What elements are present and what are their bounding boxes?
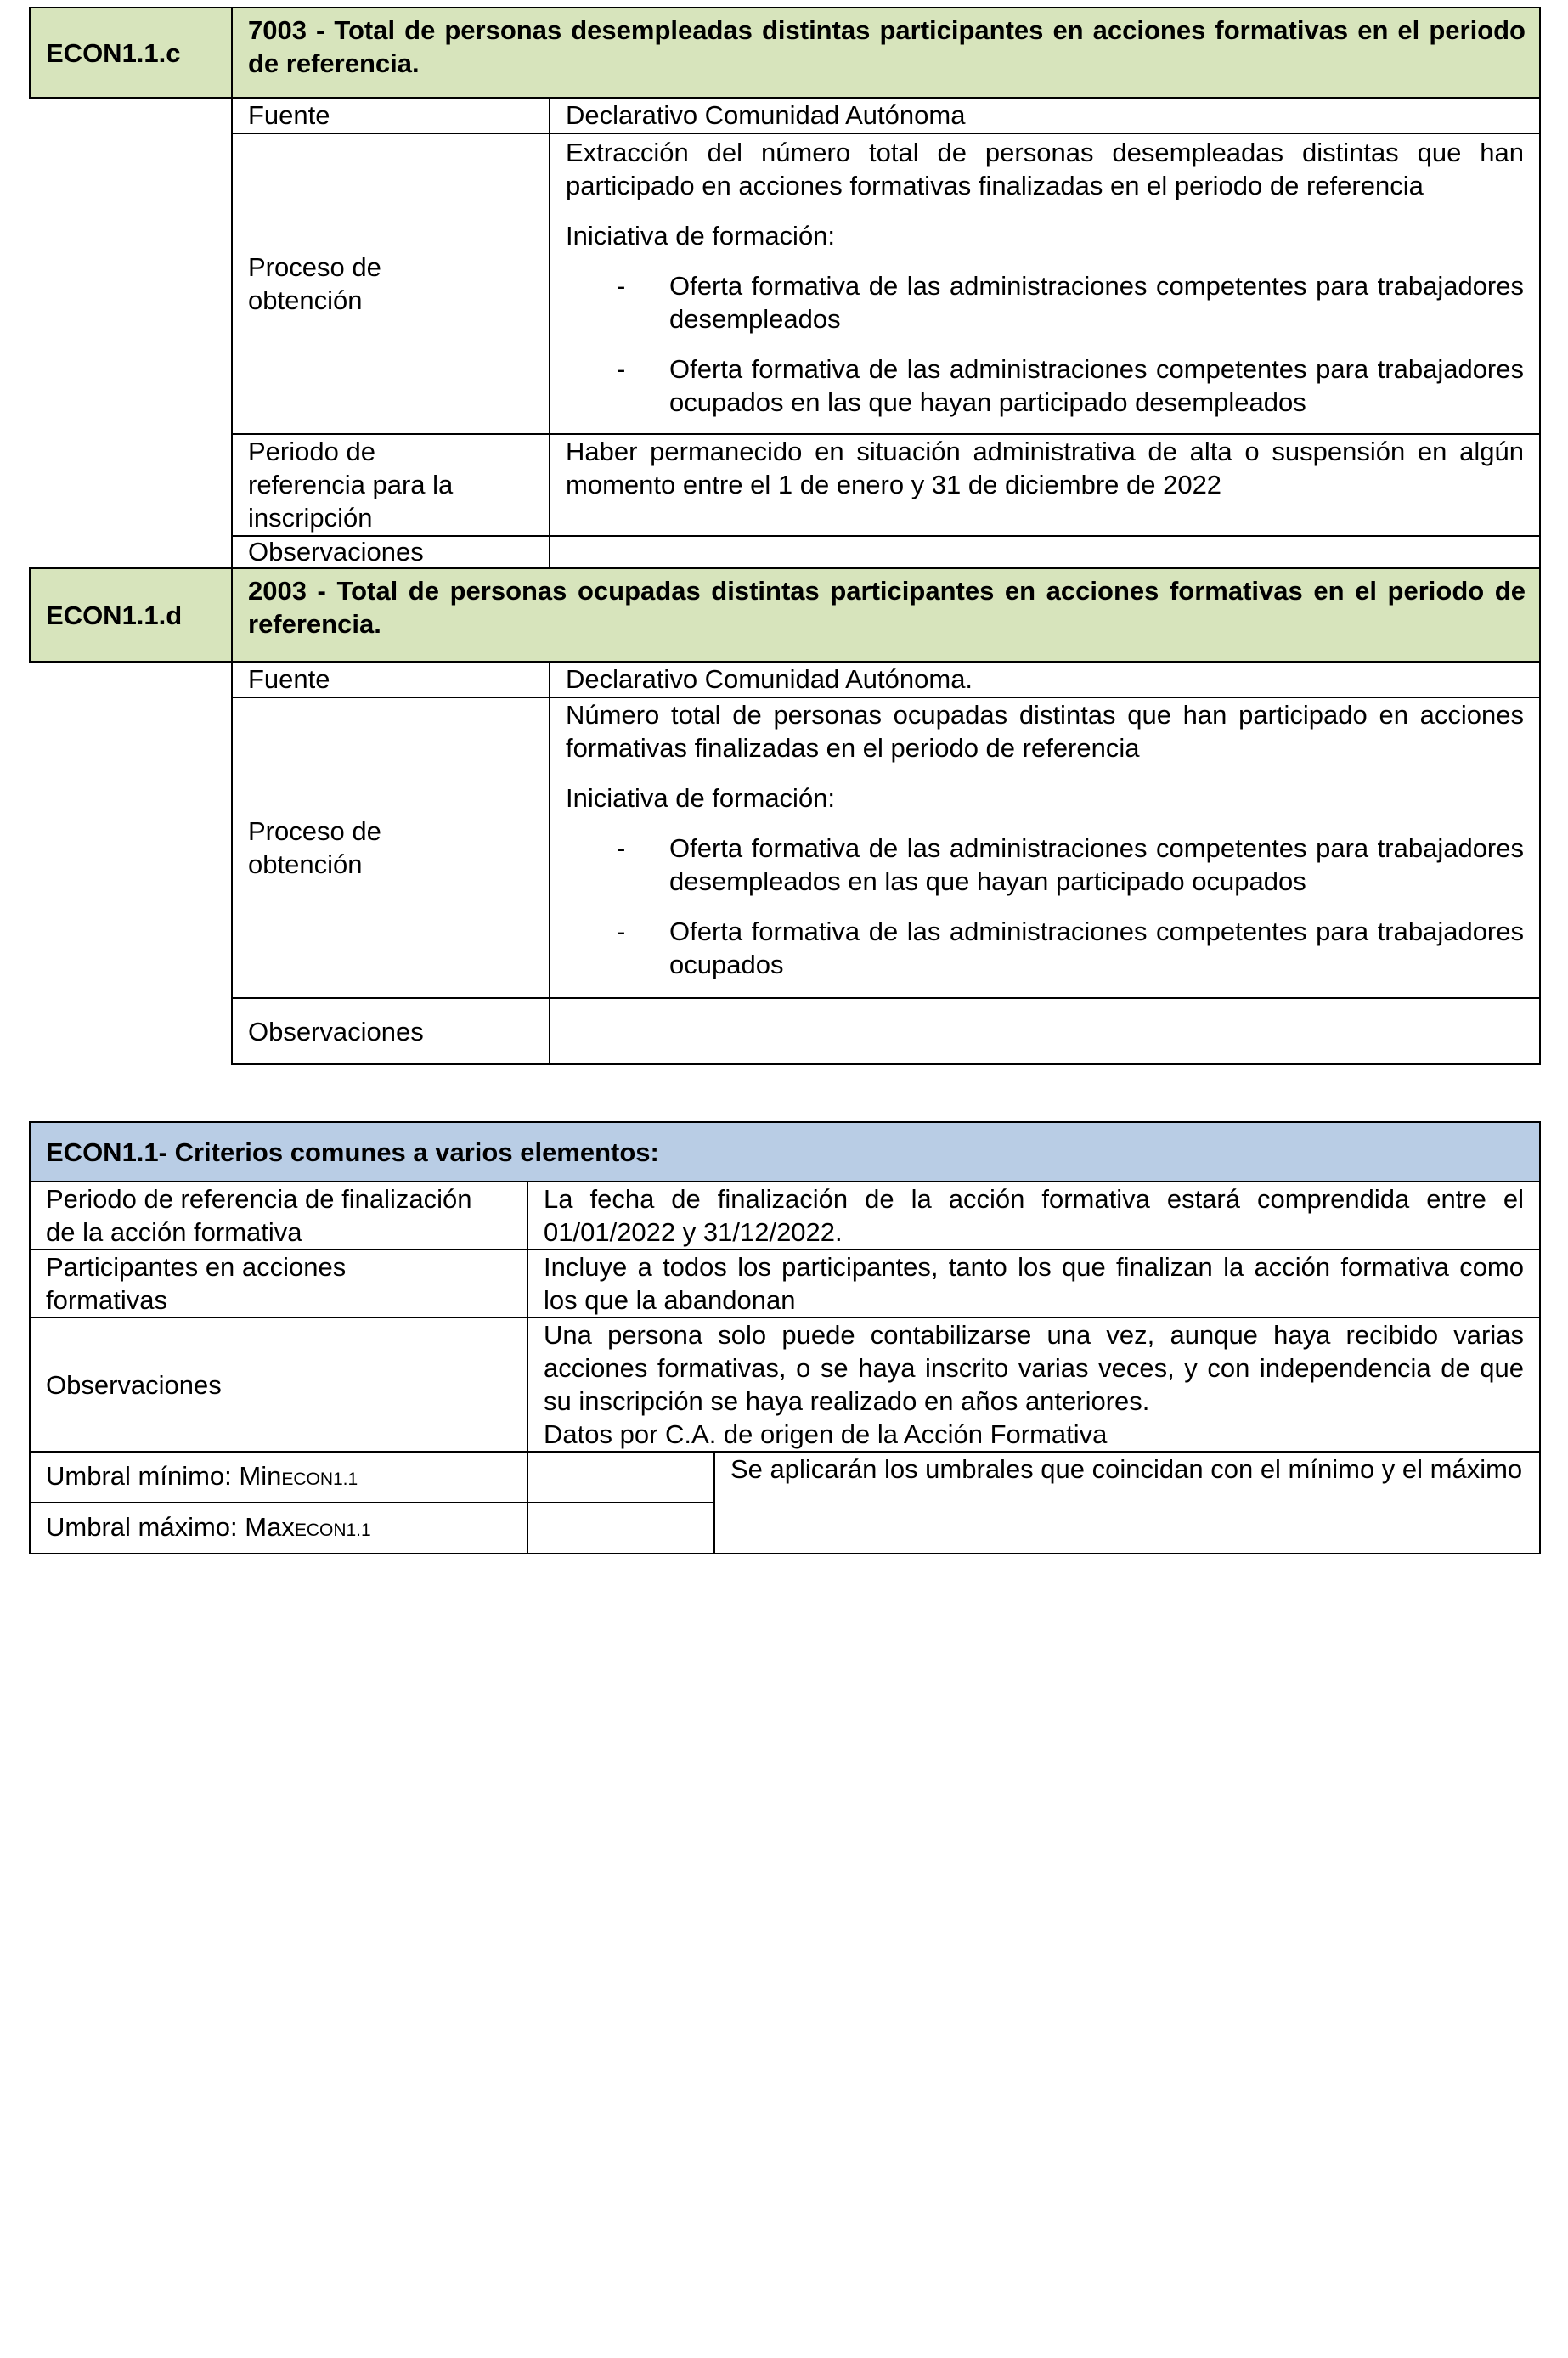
- umbral-note-text: Se aplicarán los umbrales que coincidan con el mínimo y el máximo: [730, 1454, 1523, 1484]
- bullet-d-2: [566, 915, 1524, 981]
- title-7003: 7003 - Total de personas desempleadas distintas participantes en acciones formativas en el periodo de referencia.: [231, 7, 1541, 99]
- proceso-label-c: [231, 133, 550, 435]
- criterio-label-observaciones: [29, 1317, 528, 1453]
- bullet-c-1-text: Oferta formativa de las administraciones competentes para trabajadores desempleados: [669, 271, 1524, 334]
- bullet-d-1-text: Oferta formativa de las administraciones competentes para trabajadores desempleados en las que hayan participado ocupados: [669, 833, 1524, 896]
- proceso-intro-c: Extracción del número total de personas desempleadas distintas que han participado en acciones formativas finalizadas en el periodo de referencia: [566, 138, 1524, 200]
- code-econ1-1-c: ECON1.1.c: [29, 7, 233, 99]
- criterio-label-observaciones-text: Observaciones: [46, 1369, 222, 1400]
- criterios-title-rest: - Criterios comunes a varios elementos:: [158, 1137, 659, 1167]
- umbral-min-value: [527, 1451, 715, 1503]
- fuente-label-d: Fuente: [231, 661, 550, 698]
- criterios-title: [29, 1121, 1541, 1182]
- criterio-value-periodo: [527, 1181, 1541, 1250]
- umbral-max-label-text: Umbral máximo: Max: [46, 1511, 295, 1542]
- bullet-dash: -: [617, 354, 626, 384]
- criterio-value-observaciones-extra: Datos por C.A. de origen de la Acción Formativa: [544, 1419, 1108, 1449]
- observaciones-label-d: [231, 997, 550, 1065]
- periodo-label-c: [231, 433, 550, 537]
- title-2003: 2003 - Total de personas ocupadas distintas participantes en acciones formativas en el periodo de referencia.: [231, 567, 1541, 663]
- umbral-min-label-text: Umbral mínimo: Min: [46, 1460, 282, 1491]
- umbral-max-label: [29, 1502, 528, 1554]
- bullet-c-1: [566, 269, 1524, 336]
- proceso-label-d-text: Proceso de obtención: [248, 816, 381, 879]
- observaciones-label-c: Observaciones: [231, 535, 550, 569]
- criterio-label-periodo-text: Periodo de referencia de finalización de la acción formativa: [46, 1184, 472, 1247]
- proceso-label-d: [231, 697, 550, 999]
- fuente-value-d: Declarativo Comunidad Autónoma.: [549, 661, 1541, 698]
- criterio-value-participantes: [527, 1249, 1541, 1318]
- bullet-dash: -: [617, 917, 626, 946]
- periodo-value-c: [549, 433, 1541, 537]
- observaciones-value-d: [549, 997, 1541, 1065]
- bullet-dash: -: [617, 833, 626, 863]
- code-econ1-1-d: ECON1.1.d: [29, 567, 233, 663]
- bullet-c-2-text: Oferta formativa de las administraciones competentes para trabajadores ocupados en las que hayan participado desempleados: [669, 354, 1524, 417]
- periodo-label-c-text: Periodo de referencia para la inscripción: [248, 437, 454, 533]
- criterio-value-periodo-text: La fecha de finalización de la acción formativa estará comprendida entre el 01/01/2022 y 31/12/2022.: [544, 1184, 1524, 1247]
- proceso-label-c-text: Proceso de obtención: [248, 252, 381, 315]
- criterio-value-participantes-text: Incluye a todos los participantes, tanto los que finalizan la acción formativa como los que la abandonan: [544, 1252, 1524, 1315]
- iniciativa-label-c: Iniciativa de formación:: [566, 221, 836, 251]
- fuente-value-c: Declarativo Comunidad Autónoma: [549, 97, 1541, 134]
- umbral-max-value: [527, 1502, 715, 1554]
- observaciones-value-c: [549, 535, 1541, 569]
- bullet-c-2: [566, 353, 1524, 419]
- bullet-d-2-text: Oferta formativa de las administraciones competentes para trabajadores ocupados: [669, 917, 1524, 979]
- bullet-dash: -: [617, 271, 626, 301]
- umbral-min-label: [29, 1451, 528, 1503]
- criterio-label-participantes: [29, 1249, 528, 1318]
- fuente-label-c: Fuente: [231, 97, 550, 134]
- criterio-value-observaciones-text: Una persona solo puede contabilizarse una vez, aunque haya recibido varias acciones formativas, o se haya inscrito varias veces, y con independencia de que su inscripción se haya realizado en años anteriores.: [544, 1320, 1524, 1416]
- umbral-min-sub: ECON1.1: [281, 1469, 358, 1489]
- bullet-d-1: [566, 832, 1524, 898]
- proceso-value-c: [549, 133, 1541, 435]
- criterios-title-code: ECON1.1: [46, 1137, 159, 1167]
- criterio-label-participantes-text: Participantes en acciones formativas: [46, 1252, 347, 1315]
- observaciones-label-d-text: Observaciones: [248, 1016, 424, 1046]
- proceso-intro-d: Número total de personas ocupadas distintas que han participado en acciones formativas finalizadas en el periodo de referencia: [566, 700, 1524, 763]
- criterio-label-periodo: [29, 1181, 528, 1250]
- iniciativa-label-d: Iniciativa de formación:: [566, 783, 836, 813]
- umbral-max-sub: ECON1.1: [294, 1520, 371, 1540]
- periodo-value-c-text: Haber permanecido en situación administrativa de alta o suspensión en algún momento entre el 1 de enero y 31 de diciembre de 2022: [566, 437, 1524, 499]
- umbral-note: [713, 1451, 1541, 1554]
- proceso-value-d: [549, 697, 1541, 999]
- criterio-value-observaciones: [527, 1317, 1541, 1453]
